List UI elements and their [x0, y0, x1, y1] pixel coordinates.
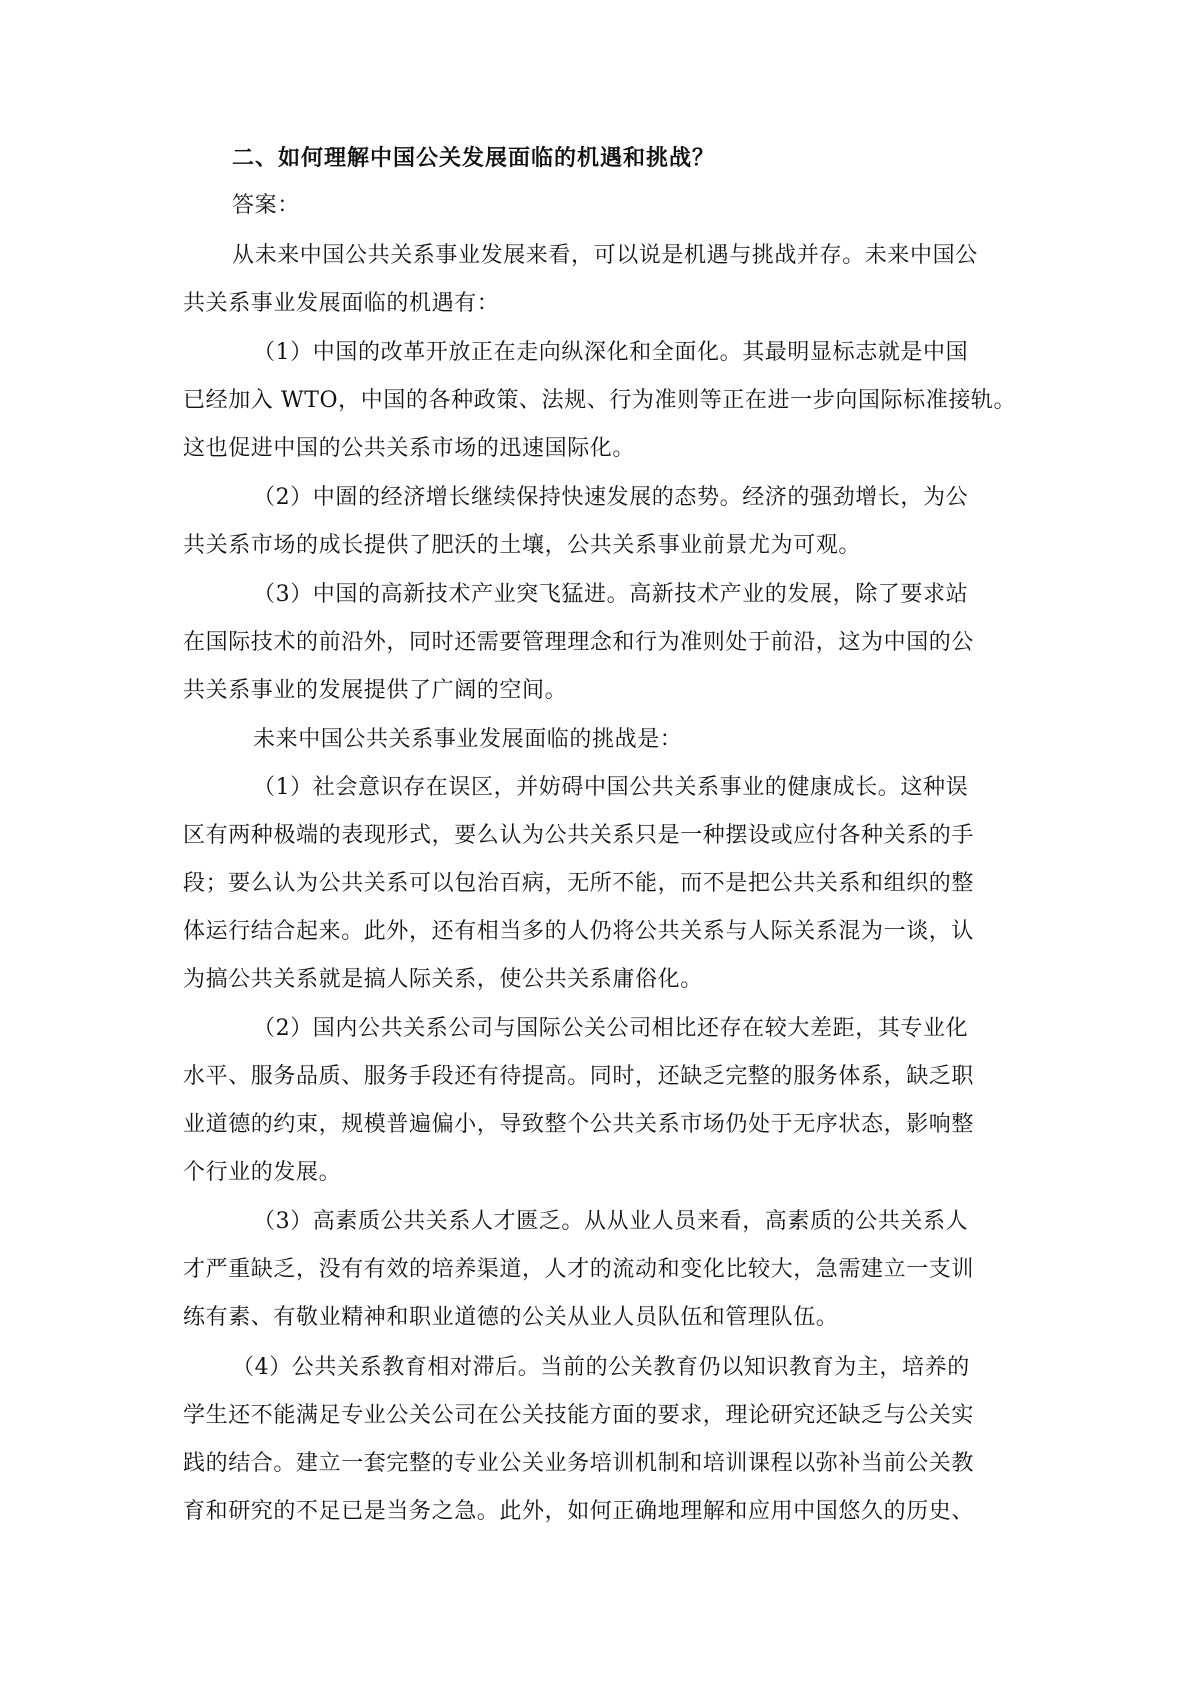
text-line: （2）国内公共关系公司与国际公关公司相比还存在较大差距，其专业化: [253, 1016, 969, 1041]
text-line: 练有素、有敬业精神和职业道德的公关从业人员队伍和管理队伍。: [183, 1305, 839, 1330]
text-line: 共关系事业的发展提供了广阔的空间。: [183, 678, 568, 703]
text-line: （2）中圄的经济增长继续保持快速发展的态势。经济的强劲增长，为公: [253, 485, 969, 510]
text-line: 践的结合。建立一套完整的专业公关业务培训机制和培训课程以弥补当前公关教: [183, 1451, 975, 1476]
text-line: （4）公共关系教育相对滞后。当前的公关教育仍以知识教育为主，培养的: [232, 1355, 970, 1380]
text-line: 水平、服务品质、服务手段还有待提高。同时，还缺乏完整的服务体系，缺乏职: [183, 1064, 975, 1089]
text-line: 才严重缺乏，没有有效的培养渠道，人才的流动和变化比较大，急需建立一支训: [183, 1257, 975, 1282]
text-line: 在国际技术的前沿外，同时还需要管理理念和行为准则处于前沿，这为中国的公: [183, 630, 975, 655]
text-line: 从未来中国公共关系事业发展来看，可以说是机遇与挑战并存。未来中国公: [232, 243, 978, 268]
text-line: 这也促进中国的公共关系市场的迅速国际化。: [183, 436, 636, 461]
question-heading: 二、如何理解中国公关发展面临的机遇和挑战？: [232, 145, 716, 171]
text-line: 为搞公共关系就是搞人际关系，使公共关系庸俗化。: [183, 967, 703, 992]
text-line: 体运行结合起来。此外，还有相当多的人仍将公共关系与人际关系混为一谈，认: [183, 919, 975, 944]
text-line: 业道德的约束，规模普遍偏小，导致整个公共关系市场仍处于无序状态，影响整: [183, 1112, 975, 1137]
text-line: 共关系市场的成长提供了肥沃的土壤，公共关系事业前景尤为可观。: [183, 533, 862, 558]
text-line: 未来中国公共关系事业发展面临的挑战是：: [253, 727, 683, 752]
text-line: （3）中国的高新技术产业突飞猛进。高新技术产业的发展，除了要求站: [253, 582, 969, 607]
answer-label: 答案：: [232, 193, 300, 218]
text-line: 已经加入 WTO，中国的各种政策、法规、行为准则等正在进一步向国际标准接轨。: [183, 388, 1017, 413]
text-line: 区有两种极端的表现形式，要么认为公共关系只是一种摆设或应付各种关系的手: [183, 823, 975, 848]
text-line: （3）高素质公共关系人才匮乏。从从业人员来看，高素质的公共关系人: [253, 1209, 969, 1234]
text-line: 育和研究的不足已是当务之急。此外，如何正确地理解和应用中国悠久的历史、: [183, 1499, 975, 1524]
text-line: （1）社会意识存在误区，并妨碍中国公共关系事业的健康成长。这种误: [253, 775, 969, 800]
text-line: 个行业的发展。: [183, 1160, 342, 1185]
text-line: 段；要么认为公共关系可以包治百病，无所不能，而不是把公共关系和组织的整: [183, 871, 975, 896]
text-line: 共关系事业发展面临的机遇有：: [183, 291, 500, 316]
text-line: （1）中国的改革开放正在走向纵深化和全面化。其最明显标志就是中国: [253, 340, 969, 365]
text-line: 学生还不能满足专业公关公司在公关技能方面的要求，理论研究还缺乏与公关实: [183, 1403, 975, 1428]
